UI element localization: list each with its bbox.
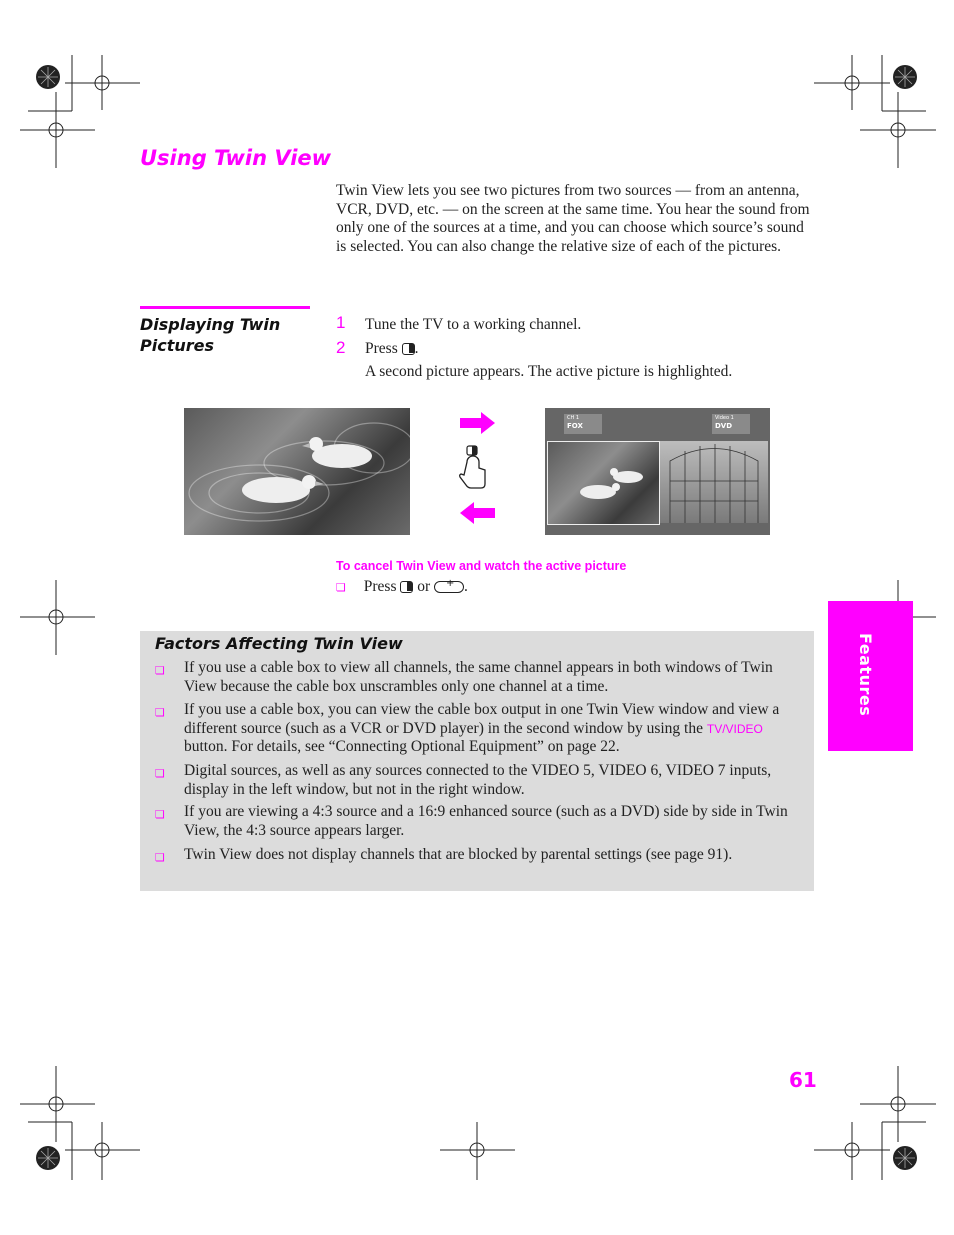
- factor-text: Digital sources, as well as any sources connected to the VIDEO 5, VIDEO 6, VIDEO 7 inputs, display in the left window, but not in the right window.: [184, 762, 772, 798]
- factor-text: If you use a cable box to view all channels, the same channel appears in both windows of Twin View because the cable box unscrambles only one channel at a time.: [184, 659, 773, 695]
- cancel-or-label: or: [417, 578, 431, 595]
- twin-view-button-icon: [400, 581, 413, 593]
- twin-view-transition-graphic: [455, 410, 505, 528]
- side-tab-label: Features: [856, 633, 875, 717]
- cancel-heading: To cancel Twin View and watch the active picture: [336, 559, 627, 573]
- checkbox-bullet-icon: ❏: [155, 851, 165, 864]
- factor-text-part: button. For details, see “Connecting Optional Equipment” on page 22.: [184, 738, 620, 756]
- page-title: Using Twin View: [140, 146, 332, 170]
- step-2-press-label: Press: [365, 340, 398, 357]
- step-2-number: 2: [336, 338, 346, 357]
- section-side-tab: [828, 601, 913, 751]
- step-1-text: Tune the TV to a working channel.: [365, 316, 582, 333]
- arrow-right-icon: [460, 412, 495, 434]
- step-1-number: 1: [336, 313, 346, 332]
- right-window-picture: [660, 441, 768, 523]
- intro-paragraph: Twin View lets you see two pictures from two sources — from an antenna, VCR, DVD, etc. — on the screen at the same time. You hear the sound from only one of the sources at a time, and you can choose which source’s sound is selected. You can also change the relative size of each of the pictures.: [336, 182, 810, 255]
- cancel-period: .: [464, 578, 468, 595]
- cancel-instruction: [336, 578, 468, 596]
- checkbox-bullet-icon: ❏: [155, 706, 165, 719]
- section-rule: [140, 306, 310, 309]
- right-window-source: DVD: [715, 422, 733, 430]
- section-heading: [140, 314, 315, 356]
- section-heading-line2: Pictures: [140, 336, 214, 355]
- factor-text: [184, 701, 804, 757]
- factor-text-part: If you use a cable box, you can view the cable box output in one Twin View window and view a different source (such as a VCR or DVD player) in the second window by using the: [184, 701, 780, 737]
- factors-title: Factors Affecting Twin View: [155, 634, 403, 653]
- checkbox-bullet-icon: ❏: [155, 664, 165, 677]
- step-2-note: A second picture appears. The active picture is highlighted.: [365, 363, 733, 380]
- left-window-picture: [547, 441, 660, 525]
- arrow-left-icon: [460, 502, 495, 524]
- right-window-channel: Video 1: [715, 415, 734, 421]
- jump-button-icon: [434, 581, 464, 593]
- hand-press-icon: [460, 456, 485, 488]
- cancel-press-label: Press: [363, 578, 397, 595]
- duck-photo-image: [184, 408, 410, 535]
- left-window-label: [564, 414, 602, 434]
- left-window-source: FOX: [567, 422, 583, 430]
- tv-video-button-label: TV/VIDEO: [706, 721, 763, 736]
- single-picture-photo: [184, 408, 410, 535]
- right-window-label: [712, 414, 750, 434]
- twin-view-button-icon: [402, 343, 415, 355]
- checkbox-bullet-icon: ❏: [155, 808, 165, 821]
- checkbox-bullet-icon: ❏: [155, 767, 165, 780]
- checkbox-bullet-icon: ❏: [336, 581, 346, 594]
- step-2-period: .: [414, 340, 419, 357]
- step-2-text: [365, 340, 418, 358]
- factor-text: If you are viewing a 4:3 source and a 16:9 enhanced source (such as a DVD) side by side in Twin View, the 4:3 source appears larger.: [184, 803, 788, 839]
- factor-text: Twin View does not display channels that are blocked by parental settings (see page 91).: [184, 846, 733, 863]
- left-window-channel: CH 1: [567, 415, 580, 421]
- section-heading-line1: Displaying Twin: [140, 315, 281, 334]
- page-number: 61: [789, 1068, 817, 1092]
- twin-picture-photo: [545, 408, 770, 535]
